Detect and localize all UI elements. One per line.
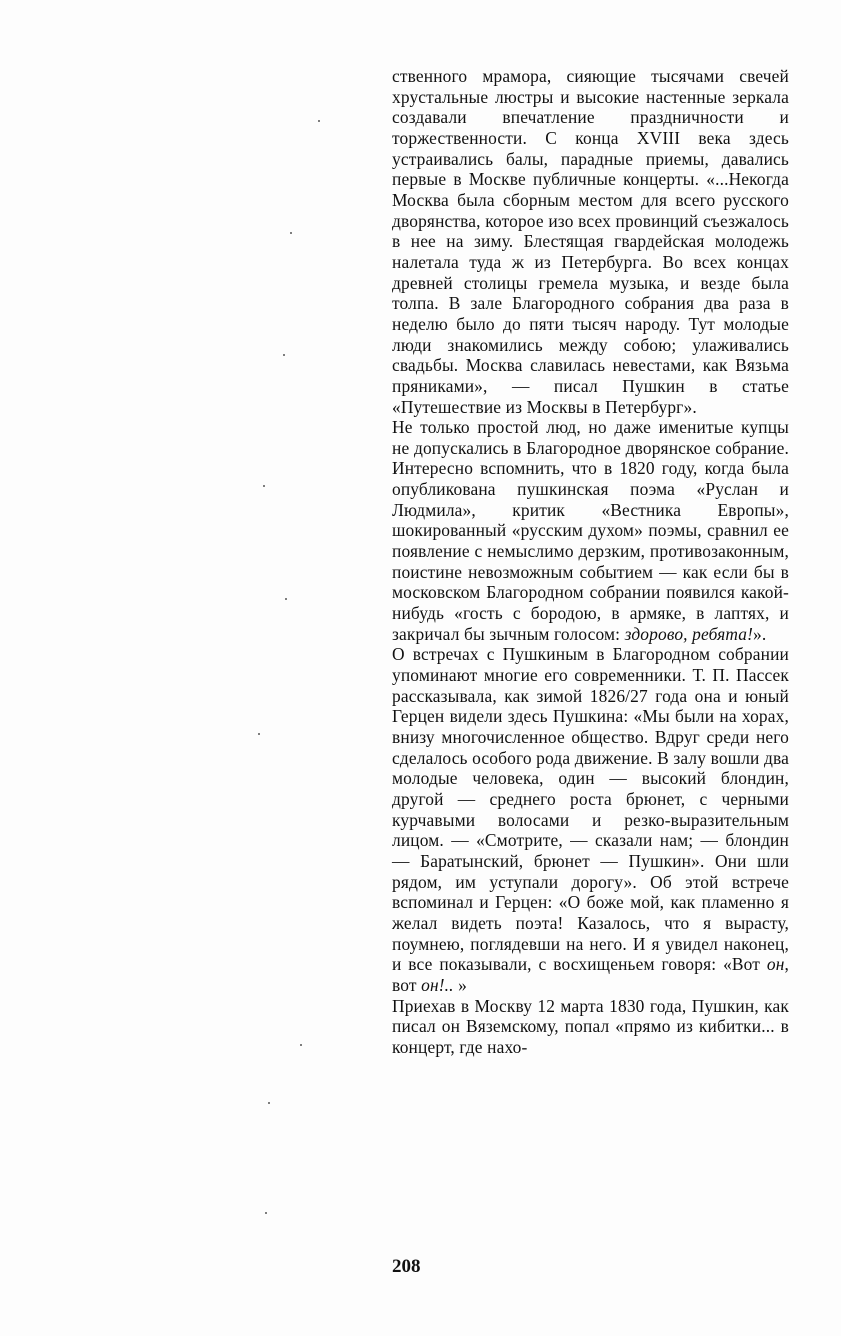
- page-number: 208: [392, 1256, 421, 1277]
- scan-speck: [268, 1102, 270, 1104]
- scan-speck: [263, 485, 265, 487]
- paragraph-3-italic-2: он!..: [421, 974, 454, 995]
- paragraph-4-text: Приехав в Москву 12 марта 1830 года, Пушкин, как писал он Вяземскому, попал «прямо из кибитки... в концерт, где нахо-: [392, 995, 789, 1057]
- paragraph-2-text: Не только простой люд, но даже именитые купцы не допускались в Благородное дворянское собрание. Интересно вспомнить, что в 1820 году, когда была опубликована пушкинская поэма «Руслан и Людмила», критик «Вестника Европы», шокированный «русским духом» поэмы, сравнил ее появление с немыслимо дерзким, противозаконным, поистине невозможным событием — как если бы в московском Благородном собрании появился какой-нибудь «гость с бородою, в армяке, в лаптях, и закричал бы зычным голосом:: [392, 417, 789, 644]
- scan-speck: [285, 598, 287, 600]
- text-column: [392, 66, 789, 1058]
- paragraph-2-end: ».: [753, 623, 767, 644]
- paragraph-2: [392, 417, 789, 644]
- scan-speck: [290, 232, 292, 234]
- paragraph-3-italic-1: он: [766, 954, 785, 975]
- paragraph-1: [392, 66, 789, 417]
- paragraph-3-mid: , вот: [392, 954, 789, 995]
- paragraph-3-text: О встречах с Пушкиным в Благородном собрании упоминают многие его современники. Т. П. Пассек рассказывала, как зимой 1826/27 года она и юный Герцен видели здесь Пушкина: «Мы были на хорах, внизу многочисленное общество. Вдруг среди него сделалось особого рода движение. В залу вошли два молодые человека, один — высокий блондин, другой — среднего роста брюнет, с черными курчавыми волосами и резко-выразительным лицом. — «Смотрите, — сказали нам; — блондин — Баратынский, брюнет — Пушкин». Они шли рядом, им уступали дорогу». Об этой встрече вспоминал и Герцен: «О боже мой, как пламенно я желал видеть поэта! Казалось, что я вырасту, поумнею, поглядевши на него. И я увидел наконец, и все показывали, с восхищеньем говоря: «Вот: [392, 644, 789, 975]
- scan-speck: [318, 120, 320, 122]
- scan-speck: [258, 733, 260, 735]
- scan-speck: [300, 1044, 302, 1046]
- scan-speck: [265, 1212, 267, 1214]
- paragraph-1-text: ственного мрамора, сияющие тысячами свечей хрустальные люстры и высокие настенные зеркала создавали впечатление праздничности и торжественности. С конца XVIII века здесь устраивались балы, парадные приемы, давались первые в Москве публичные концерты. «...Некогда Москва была сборным местом для всего русского дворянства, которое изо всех провинций съезжалось в нее на зиму. Блестящая гвардейская молодежь налетала туда ж из Петербурга. Во всех концах древней столицы гремела музыка, и везде была толпа. В зале Благородного собрания два раза в неделю было до пяти тысяч народу. Тут молодые люди знакомились между собою; улаживались свадьбы. Москва славилась невестами, как Вязьма пряниками», — писал Пушкин в статье «Путешествие из Москвы в Петербург».: [392, 66, 789, 417]
- paragraph-4: [392, 996, 789, 1058]
- paragraph-3: [392, 644, 789, 995]
- paragraph-2-italic: здорово, ребята!: [624, 623, 754, 644]
- paragraph-3-end: »: [453, 974, 468, 995]
- scan-speck: [283, 354, 285, 356]
